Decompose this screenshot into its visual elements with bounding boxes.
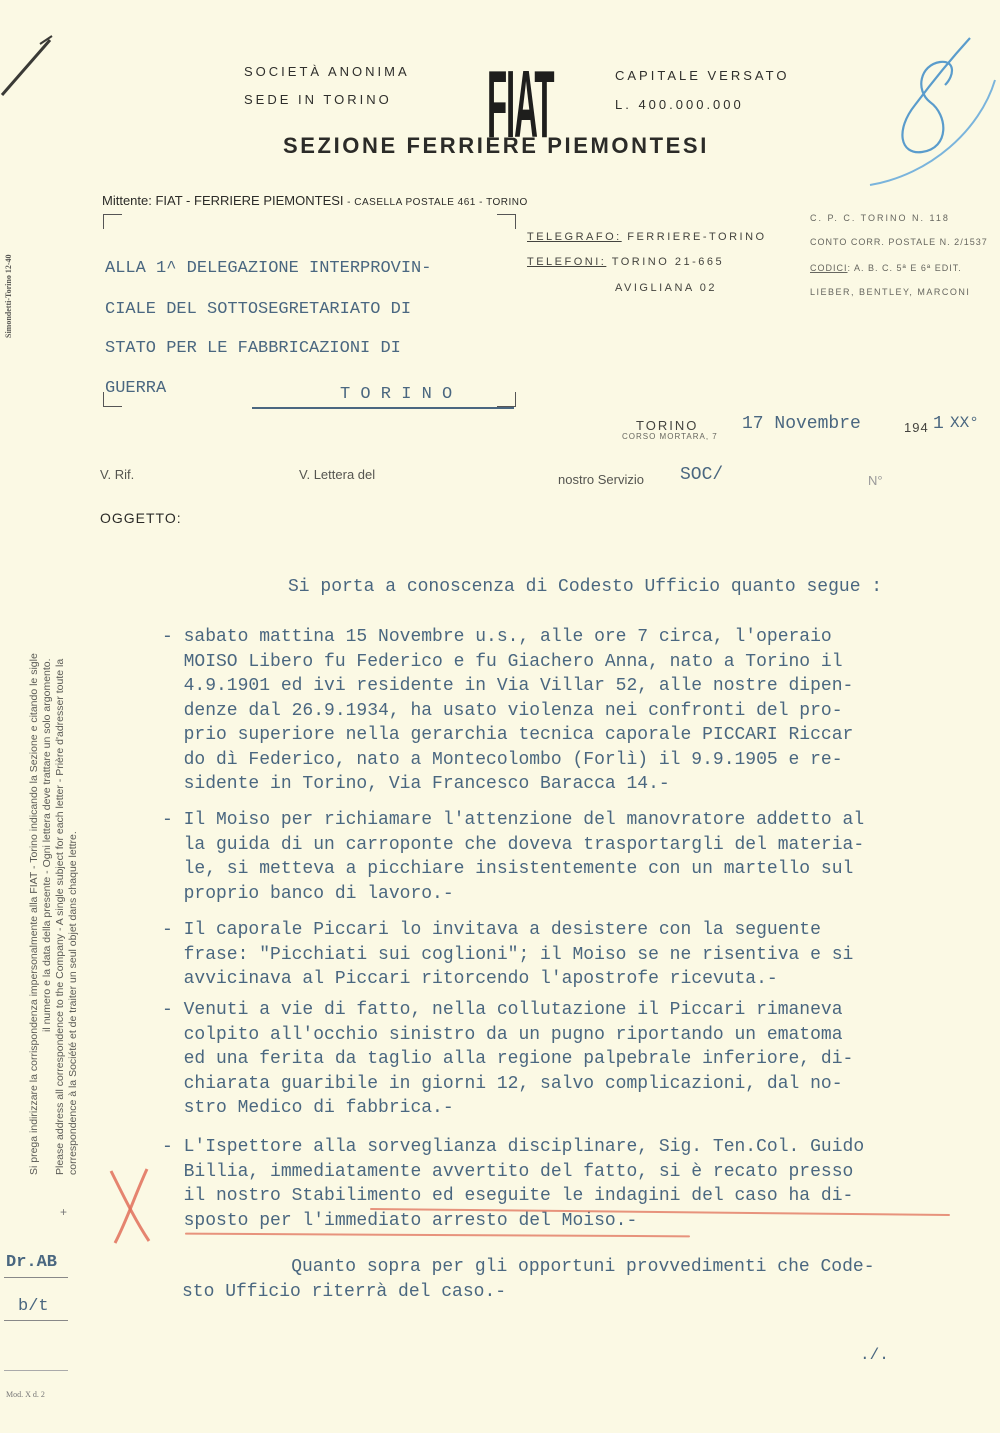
body-line: stro Medico di fabbrica.-	[162, 1098, 454, 1118]
body-paragraph	[162, 625, 853, 797]
red-x-mark	[105, 1165, 155, 1245]
closing-line: sto Ufficio riterrà del caso.-	[182, 1281, 507, 1302]
body-line: frase: "Picchiati sui coglioni"; il Moiso se ne risentiva e si	[162, 944, 854, 965]
addressee-line: GUERRA	[105, 379, 167, 398]
body-line: denze dal 26.9.1934, ha usato violenza nei confronti del pro-	[162, 700, 843, 721]
telefoni-row	[527, 256, 724, 268]
address-bracket-tl	[103, 214, 122, 229]
body-line: le, si metteva a picchiare insistentemente con un martello sul	[162, 859, 854, 879]
corner-pencil-mark	[0, 20, 60, 100]
our-service-value: SOC/	[680, 465, 724, 485]
body-line: chiarata guaribile in giorni 12, salvo complicazioni, dal no-	[162, 1073, 843, 1094]
telefoni-label: TELEFONI:	[527, 256, 607, 268]
instruction-line: Please address all correspondence to the Company - A single subject for each letter - Prière d'adresser toute la	[54, 658, 66, 1175]
addressee-line: CIALE DEL SOTTOSEGRETARIATO DI	[105, 300, 412, 319]
sender-line	[102, 193, 528, 208]
body-line: - Il caporale Piccari lo invitava a desistere con la seguente	[162, 920, 821, 940]
dateline-street: CORSO MORTARA, 7	[622, 432, 718, 441]
body-line: 4.9.1901 ed ivi residente in Via Villar 52, alle nostre dipen-	[162, 676, 854, 696]
body-line: prio superiore nella gerarchia tecnica caporale PICCARI Riccar	[162, 725, 854, 745]
body-line: MOISO Libero fu Federico e fu Giachero Anna, nato a Torino il	[162, 651, 843, 672]
body-line: sidente in Torino, Via Francesco Baracca 14.-	[162, 774, 670, 794]
body-line: colpito all'occhio sinistro da un pugno riportando un ematoma	[162, 1024, 843, 1045]
letter-date: 17 Novembre	[742, 414, 861, 434]
printer-credit: Simondetti-Torino 12-40	[4, 254, 13, 338]
telegrafo-label: TELEGRAFO:	[527, 231, 622, 243]
dateline-city: TORINO	[636, 418, 699, 433]
body-line: - Venuti a vie di fatto, nella collutazione il Piccari rimaneva	[162, 1000, 843, 1020]
fiat-logo: FIAT	[487, 50, 554, 158]
fascist-era-year: XX°	[950, 414, 979, 432]
body-line: - Il Moiso per richiamare l'attenzione del manovratore addetto al	[162, 810, 865, 830]
number-label: N°	[868, 473, 883, 488]
company-seat: SEDE IN TORINO	[244, 92, 392, 107]
initials: Dr.AB	[6, 1253, 58, 1272]
body-line: Billia, immediatamente avvertito del fatto, si è recato presso	[162, 1161, 854, 1182]
plus-mark: +	[60, 1205, 68, 1219]
body-line: sposto per l'immediato arresto del Moiso.-	[162, 1210, 638, 1231]
body-line: il nostro Stabilimento ed eseguite le indagini del caso ha di-	[162, 1186, 854, 1206]
red-underline	[185, 1233, 690, 1238]
capital-label: CAPITALE VERSATO	[615, 68, 790, 83]
telegrafo-row	[527, 231, 767, 243]
year-digit: 1	[933, 414, 944, 434]
codes-value: : A. B. C. 5ª E 6ª EDIT.	[847, 263, 962, 273]
body-paragraph	[162, 1135, 864, 1233]
year-prefix: 194	[904, 420, 929, 435]
codes-line-2: LIEBER, BENTLEY, MARCONI	[810, 287, 971, 297]
continuation-mark: ./.	[860, 1346, 889, 1364]
subject-label: OGGETTO:	[100, 510, 182, 526]
body-line: la guida di un carroponte che doveva trasportargli del materia-	[162, 834, 865, 855]
postal-account: CONTO CORR. POSTALE N. 2/1537	[810, 237, 988, 247]
closing-paragraph	[162, 1255, 875, 1304]
form-code: Mod. X d. 2	[6, 1390, 45, 1399]
body-paragraph	[162, 918, 853, 992]
body-line: avvicinava al Piccari ritorcendo l'apostrofe ricevuta.-	[162, 969, 778, 989]
instruction-line: Si prega indirizzare la corrispondenza impersonalmente alla FIAT - Torino indicando la Sezione e citando le sigle	[28, 653, 40, 1175]
body-line: proprio banco di lavoro.-	[162, 883, 454, 904]
your-ref-label: V. Rif.	[100, 467, 135, 482]
telefoni-value: TORINO 21-665	[611, 256, 725, 268]
body-intro: Si porta a conoscenza di Codesto Ufficio quanto segue :	[288, 577, 883, 597]
addressee-line: STATO PER LE FABBRICAZIONI DI	[105, 339, 401, 358]
addressee-underline	[252, 407, 514, 409]
cpc-number: C. P. C. TORINO N. 118	[810, 213, 950, 223]
body-paragraph	[162, 998, 853, 1121]
company-type: SOCIETÀ ANONIMA	[244, 64, 410, 79]
sender-name: FIAT - FERRIERE PIEMONTESI	[155, 193, 344, 208]
body-paragraph	[162, 808, 864, 906]
address-bracket-tr	[497, 214, 516, 229]
sender-postal: - CASELLA POSTALE 461 - TORINO	[347, 197, 528, 208]
sender-label: Mittente:	[102, 193, 152, 208]
telegrafo-value: FERRIERE-TORINO	[627, 231, 767, 243]
margin-rule	[4, 1277, 68, 1278]
capital-value: L. 400.000.000	[615, 97, 744, 112]
body-line: do dì Federico, nato a Montecolombo (Forlì) il 9.9.1905 e re-	[162, 749, 843, 770]
margin-rule	[4, 1370, 68, 1371]
addressee-line: ALLA 1^ DELEGAZIONE INTERPROVIN-	[105, 259, 432, 278]
instruction-line: il numero e la data della presente - Ogni lettera deve trattare un solo argomento.	[41, 658, 53, 1032]
address-bracket-br	[497, 392, 516, 407]
handwritten-number-8	[860, 30, 1000, 200]
body-line: - sabato mattina 15 Novembre u.s., alle ore 7 circa, l'operaio	[162, 627, 832, 647]
section-title: SEZIONE FERRIERE PIEMONTESI	[283, 133, 709, 158]
codes-row	[810, 263, 962, 273]
instruction-line: correspondence à la Société et de traiter un seul objet dans chaque lettre.	[67, 831, 79, 1175]
typist-initials: b/t	[18, 1297, 49, 1316]
addressee-city: T O R I N O	[340, 385, 453, 404]
telefoni-value-2: AVIGLIANA 02	[615, 282, 717, 294]
closing-line: Quanto sopra per gli opportuni provvedimenti che Code-	[248, 1257, 875, 1277]
margin-instructions	[28, 515, 80, 1175]
body-line: - L'Ispettore alla sorveglianza disciplinare, Sig. Ten.Col. Guido	[162, 1137, 865, 1157]
body-line: ed una ferita da taglio alla regione palpebrale inferiore, di-	[162, 1049, 854, 1069]
codes-label: CODICI	[810, 263, 848, 273]
your-letter-label: V. Lettera del	[299, 467, 376, 482]
our-service-label: nostro Servizio	[558, 472, 644, 487]
margin-rule	[4, 1320, 68, 1321]
